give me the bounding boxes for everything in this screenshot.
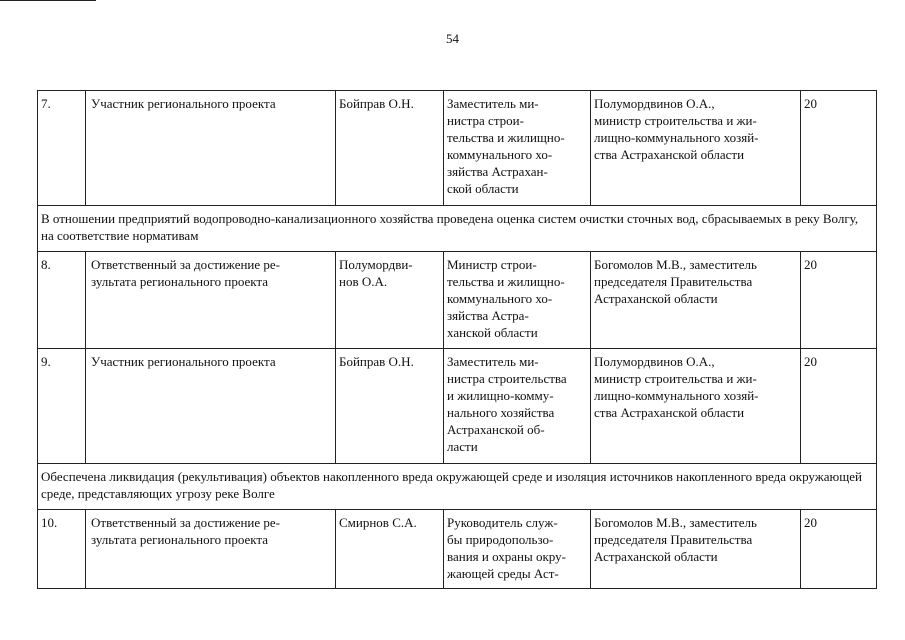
row-share: 20 <box>801 349 877 464</box>
row-supervisor: Богомолов М.В., заместитель председателя Правительства Астраханской области <box>591 252 801 349</box>
table-row <box>38 510 877 589</box>
row-name: Смирнов С.А. <box>336 510 444 589</box>
row-supervisor: Полумордвинов О.А., министр строительства и жи- лищно-коммунального хозяй- ства Астраханской области <box>591 91 801 206</box>
row-number: 8. <box>38 252 86 349</box>
section-row <box>38 206 877 252</box>
row-number: 9. <box>38 349 86 464</box>
row-share: 20 <box>801 510 877 589</box>
row-name: Бойправ О.Н. <box>336 91 444 206</box>
responsibility-table <box>37 90 877 589</box>
row-position: Министр строи- тельства и жилищно- коммунального хо- зяйства Астра- ханской области <box>444 252 591 349</box>
row-share: 20 <box>801 91 877 206</box>
row-name: Полумордви- нов О.А. <box>336 252 444 349</box>
table-row <box>38 349 877 464</box>
row-number: 10. <box>38 510 86 589</box>
section-heading: Обеспечена ликвидация (рекультивация) объектов накопленного вреда окружающей среде и изоляция источников накопленного вреда окружающей среде, представляющих угрозу реке Волге <box>38 464 877 510</box>
row-share: 20 <box>801 252 877 349</box>
row-position: Заместитель ми- нистра строительства и жилищно-комму- нального хозяйства Астраханской об- ласти <box>444 349 591 464</box>
row-number: 7. <box>38 91 86 206</box>
row-role: Участник регионального проекта <box>86 91 336 206</box>
row-supervisor: Полумордвинов О.А., министр строительства и жи- лищно-коммунального хозяй- ства Астраханской области <box>591 349 801 464</box>
row-role: Участник регионального проекта <box>86 349 336 464</box>
row-position: Руководитель служ- бы природопользо- вания и охраны окру- жающей среды Аст- <box>444 510 591 589</box>
row-role: Ответственный за достижение ре- зультата регионального проекта <box>86 510 336 589</box>
table-row <box>38 252 877 349</box>
row-supervisor: Богомолов М.В., заместитель председателя Правительства Астраханской области <box>591 510 801 589</box>
corner-rule <box>0 0 96 1</box>
table-row <box>38 91 877 206</box>
row-position: Заместитель ми- нистра строи- тельства и жилищно- коммунального хо- зяйства Астрахан- ской области <box>444 91 591 206</box>
row-name: Бойправ О.Н. <box>336 349 444 464</box>
section-heading: В отношении предприятий водопроводно-канализационного хозяйства проведена оценка систем очистки сточных вод, сбрасываемых в реку Волгу, на соответствие нормативам <box>38 206 877 252</box>
section-row <box>38 464 877 510</box>
row-role: Ответственный за достижение ре- зультата регионального проекта <box>86 252 336 349</box>
page-number: 54 <box>446 31 459 46</box>
